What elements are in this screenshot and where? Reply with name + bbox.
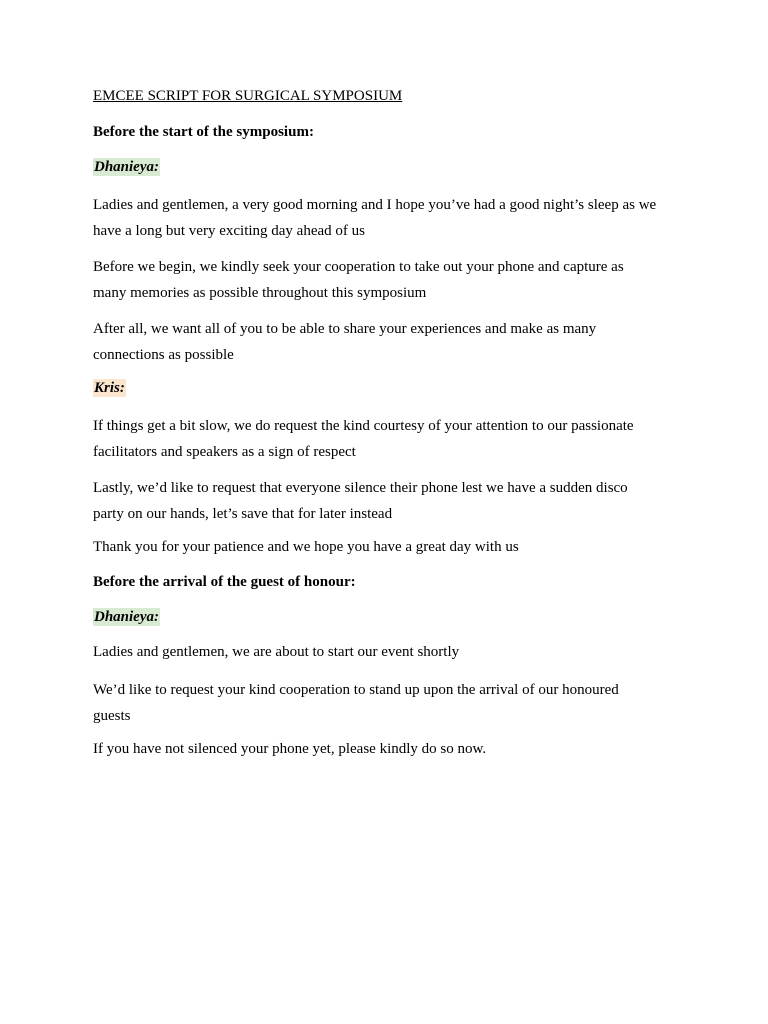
document-page [93, 86, 693, 774]
speaker-label-dhanieya [93, 157, 693, 177]
paragraph: If things get a bit slow, we do request the kind courtesy of your attention to our passionate facilitators and speakers as a sign of respect [93, 418, 634, 460]
speaker-name: Dhanieya: [94, 159, 159, 175]
paragraph: We’d like to request your kind cooperation to stand up upon the arrival of our honoured guests [93, 682, 619, 724]
paragraph: After all, we want all of you to be able to share your experiences and make as many connections as possible [93, 321, 597, 363]
section-heading-arrival: Before the arrival of the guest of honour: [93, 574, 356, 590]
section-heading-start: Before the start of the symposium: [93, 124, 314, 140]
document-title: EMCEE SCRIPT FOR SURGICAL SYMPOSIUM [93, 88, 403, 104]
paragraph: Before we begin, we kindly seek your cooperation to take out your phone and capture as many memories as possible throughout this symposium [93, 259, 624, 301]
speaker-name: Kris: [94, 380, 125, 396]
paragraph: If you have not silenced your phone yet, please kindly do so now. [93, 741, 487, 757]
paragraph: Thank you for your patience and we hope you have a great day with us [93, 539, 519, 555]
speaker-label-dhanieya [93, 607, 693, 627]
speaker-name: Dhanieya: [94, 609, 159, 625]
paragraph: Lastly, we’d like to request that everyone silence their phone lest we have a sudden disco party on our hands, let’s save that for later instead [93, 480, 628, 522]
speaker-label-kris [93, 378, 693, 398]
paragraph: Ladies and gentlemen, we are about to start our event shortly [93, 644, 460, 660]
paragraph: Ladies and gentlemen, a very good morning and I hope you’ve had a good night’s sleep as we have a long but very exciting day ahead of us [93, 197, 657, 239]
